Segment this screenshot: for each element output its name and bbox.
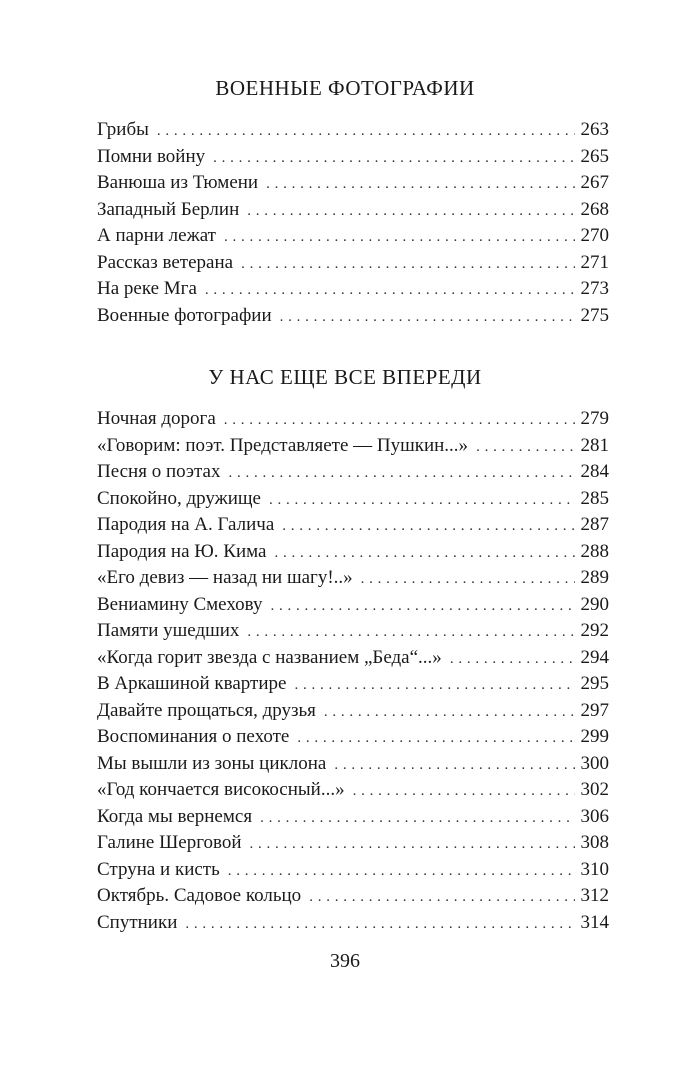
dot-leader bbox=[228, 858, 575, 884]
dot-leader bbox=[213, 145, 574, 171]
dot-leader bbox=[229, 460, 575, 486]
toc-entry bbox=[97, 751, 609, 778]
toc-list-everything-ahead bbox=[97, 406, 609, 936]
toc-entry-title: Давайте прощаться, друзья bbox=[97, 699, 316, 721]
toc-entry bbox=[97, 910, 609, 937]
toc-entry-page: 263 bbox=[580, 119, 609, 140]
toc-entry-page: 270 bbox=[580, 225, 609, 246]
toc-entry bbox=[97, 144, 609, 171]
dot-leader bbox=[269, 487, 575, 513]
toc-entry bbox=[97, 618, 609, 645]
toc-entry bbox=[97, 250, 609, 277]
toc-entry-page: 312 bbox=[580, 885, 609, 906]
toc-entry-title: Пародия на Ю. Кима bbox=[97, 540, 267, 562]
dot-leader bbox=[324, 699, 575, 725]
toc-entry-title: «Когда горит звезда с названием „Беда“...» bbox=[97, 646, 442, 668]
dot-leader bbox=[450, 646, 575, 672]
toc-entry-title: Ночная дорога bbox=[97, 408, 216, 429]
dot-leader bbox=[270, 593, 574, 619]
dot-leader bbox=[282, 513, 574, 539]
toc-entry bbox=[97, 830, 609, 857]
toc-entry-page: 300 bbox=[580, 752, 609, 774]
toc-entry-title: Грибы bbox=[97, 119, 149, 140]
toc-entry bbox=[97, 406, 609, 433]
dot-leader bbox=[280, 304, 575, 330]
toc-entry bbox=[97, 459, 609, 486]
toc-entry-title: Помни войну bbox=[97, 145, 206, 167]
toc-entry-title: Рассказ ветерана bbox=[97, 251, 234, 273]
toc-entry-page: 268 bbox=[580, 198, 609, 220]
toc-entry bbox=[97, 486, 609, 513]
toc-entry-title: А парни лежат bbox=[97, 225, 216, 246]
toc-entry-page: 302 bbox=[580, 779, 609, 800]
toc-entry bbox=[97, 857, 609, 884]
toc-entry-title: Спокойно, дружище bbox=[97, 487, 261, 509]
toc-entry bbox=[97, 276, 609, 303]
toc-entry-page: 279 bbox=[580, 408, 609, 429]
section-title-war-photographs: ВОЕННЫЕ ФОТОГРАФИИ bbox=[215, 76, 475, 100]
toc-entry-title: Ванюша из Тюмени bbox=[97, 172, 259, 193]
toc-entry-page: 297 bbox=[580, 699, 609, 721]
toc-entry-title: Галине Шерговой bbox=[97, 832, 242, 853]
toc-entry bbox=[97, 170, 609, 197]
toc-entry bbox=[97, 303, 609, 330]
dot-leader bbox=[274, 540, 574, 566]
toc-entry-title: Пародия на А. Галича bbox=[97, 514, 275, 535]
dot-leader bbox=[361, 566, 575, 592]
toc-list-war-photographs bbox=[97, 117, 609, 329]
toc-entry bbox=[97, 565, 609, 592]
dot-leader bbox=[185, 911, 574, 937]
toc-entry bbox=[97, 777, 609, 804]
toc-entry-title: «Говорим: поэт. Представляете — Пушкин...» bbox=[97, 434, 469, 456]
toc-entry-page: 290 bbox=[580, 593, 609, 615]
toc-entry-title: Октябрь. Садовое кольцо bbox=[97, 885, 302, 906]
toc-entry bbox=[97, 724, 609, 751]
toc-entry-title: На реке Мга bbox=[97, 278, 197, 299]
toc-entry-title: Памяти ушедших bbox=[97, 620, 240, 641]
dot-leader bbox=[157, 118, 575, 144]
toc-entry-page: 288 bbox=[580, 540, 609, 562]
dot-leader bbox=[247, 198, 574, 224]
toc-entry-page: 306 bbox=[580, 805, 609, 827]
toc-entry-page: 310 bbox=[580, 858, 609, 880]
toc-entry bbox=[97, 117, 609, 144]
toc-entry-title: Воспоминания о пехоте bbox=[97, 726, 290, 747]
toc-entry bbox=[97, 512, 609, 539]
toc-entry-page: 265 bbox=[580, 145, 609, 167]
section-title-everything-ahead: У НАС ЕЩЕ ВСЕ ВПЕРЕДИ bbox=[208, 365, 482, 389]
dot-leader bbox=[250, 831, 575, 857]
toc-entry-title: В Аркашиной квартире bbox=[97, 673, 287, 694]
dot-leader bbox=[247, 619, 574, 645]
toc-entry-title: Западный Берлин bbox=[97, 198, 240, 220]
toc-entry-page: 287 bbox=[580, 514, 609, 535]
toc-entry bbox=[97, 804, 609, 831]
toc-entry-page: 295 bbox=[580, 673, 609, 694]
toc-entry-title: «Его девиз — назад ни шагу!..» bbox=[97, 567, 353, 588]
dot-leader bbox=[241, 251, 574, 277]
toc-entry-title: Спутники bbox=[97, 911, 178, 933]
toc-entry-page: 285 bbox=[580, 487, 609, 509]
toc-entry bbox=[97, 433, 609, 460]
toc-entry-page: 281 bbox=[580, 434, 609, 456]
dot-leader bbox=[205, 277, 575, 303]
dot-leader bbox=[353, 778, 575, 804]
toc-entry-title: «Год кончается високосный...» bbox=[97, 779, 345, 800]
dot-leader bbox=[224, 224, 575, 250]
toc-entry-page: 284 bbox=[580, 461, 609, 482]
toc-entry-title: Военные фотографии bbox=[97, 304, 272, 326]
toc-entry-page: 275 bbox=[580, 304, 609, 326]
toc-entry-page: 299 bbox=[580, 726, 609, 747]
dot-leader bbox=[260, 805, 574, 831]
toc-entry bbox=[97, 645, 609, 672]
toc-entry bbox=[97, 883, 609, 910]
toc-entry bbox=[97, 197, 609, 224]
toc-entry-page: 271 bbox=[580, 251, 609, 273]
dot-leader bbox=[309, 884, 574, 910]
toc-entry bbox=[97, 671, 609, 698]
toc-entry-page: 294 bbox=[580, 646, 609, 668]
toc-entry-title: Струна и кисть bbox=[97, 858, 220, 880]
toc-entry-page: 267 bbox=[580, 172, 609, 193]
toc-entry bbox=[97, 223, 609, 250]
toc-entry-page: 314 bbox=[580, 911, 609, 933]
toc-entry-title: Мы вышли из зоны циклона bbox=[97, 752, 327, 774]
dot-leader bbox=[294, 672, 574, 698]
toc-entry-page: 292 bbox=[580, 620, 609, 641]
toc-entry bbox=[97, 539, 609, 566]
toc-entry bbox=[97, 592, 609, 619]
dot-leader bbox=[476, 434, 574, 460]
toc-entry-page: 289 bbox=[580, 567, 609, 588]
dot-leader bbox=[224, 407, 575, 433]
toc-entry-page: 273 bbox=[580, 278, 609, 299]
page-number: 396 bbox=[330, 950, 360, 972]
dot-leader bbox=[266, 171, 574, 197]
toc-entry-title: Когда мы вернемся bbox=[97, 805, 253, 827]
dot-leader bbox=[334, 752, 574, 778]
toc-entry bbox=[97, 698, 609, 725]
toc-entry-title: Песня о поэтах bbox=[97, 461, 221, 482]
dot-leader bbox=[297, 725, 574, 751]
toc-entry-page: 308 bbox=[580, 832, 609, 853]
toc-entry-title: Вениамину Смехову bbox=[97, 593, 263, 615]
